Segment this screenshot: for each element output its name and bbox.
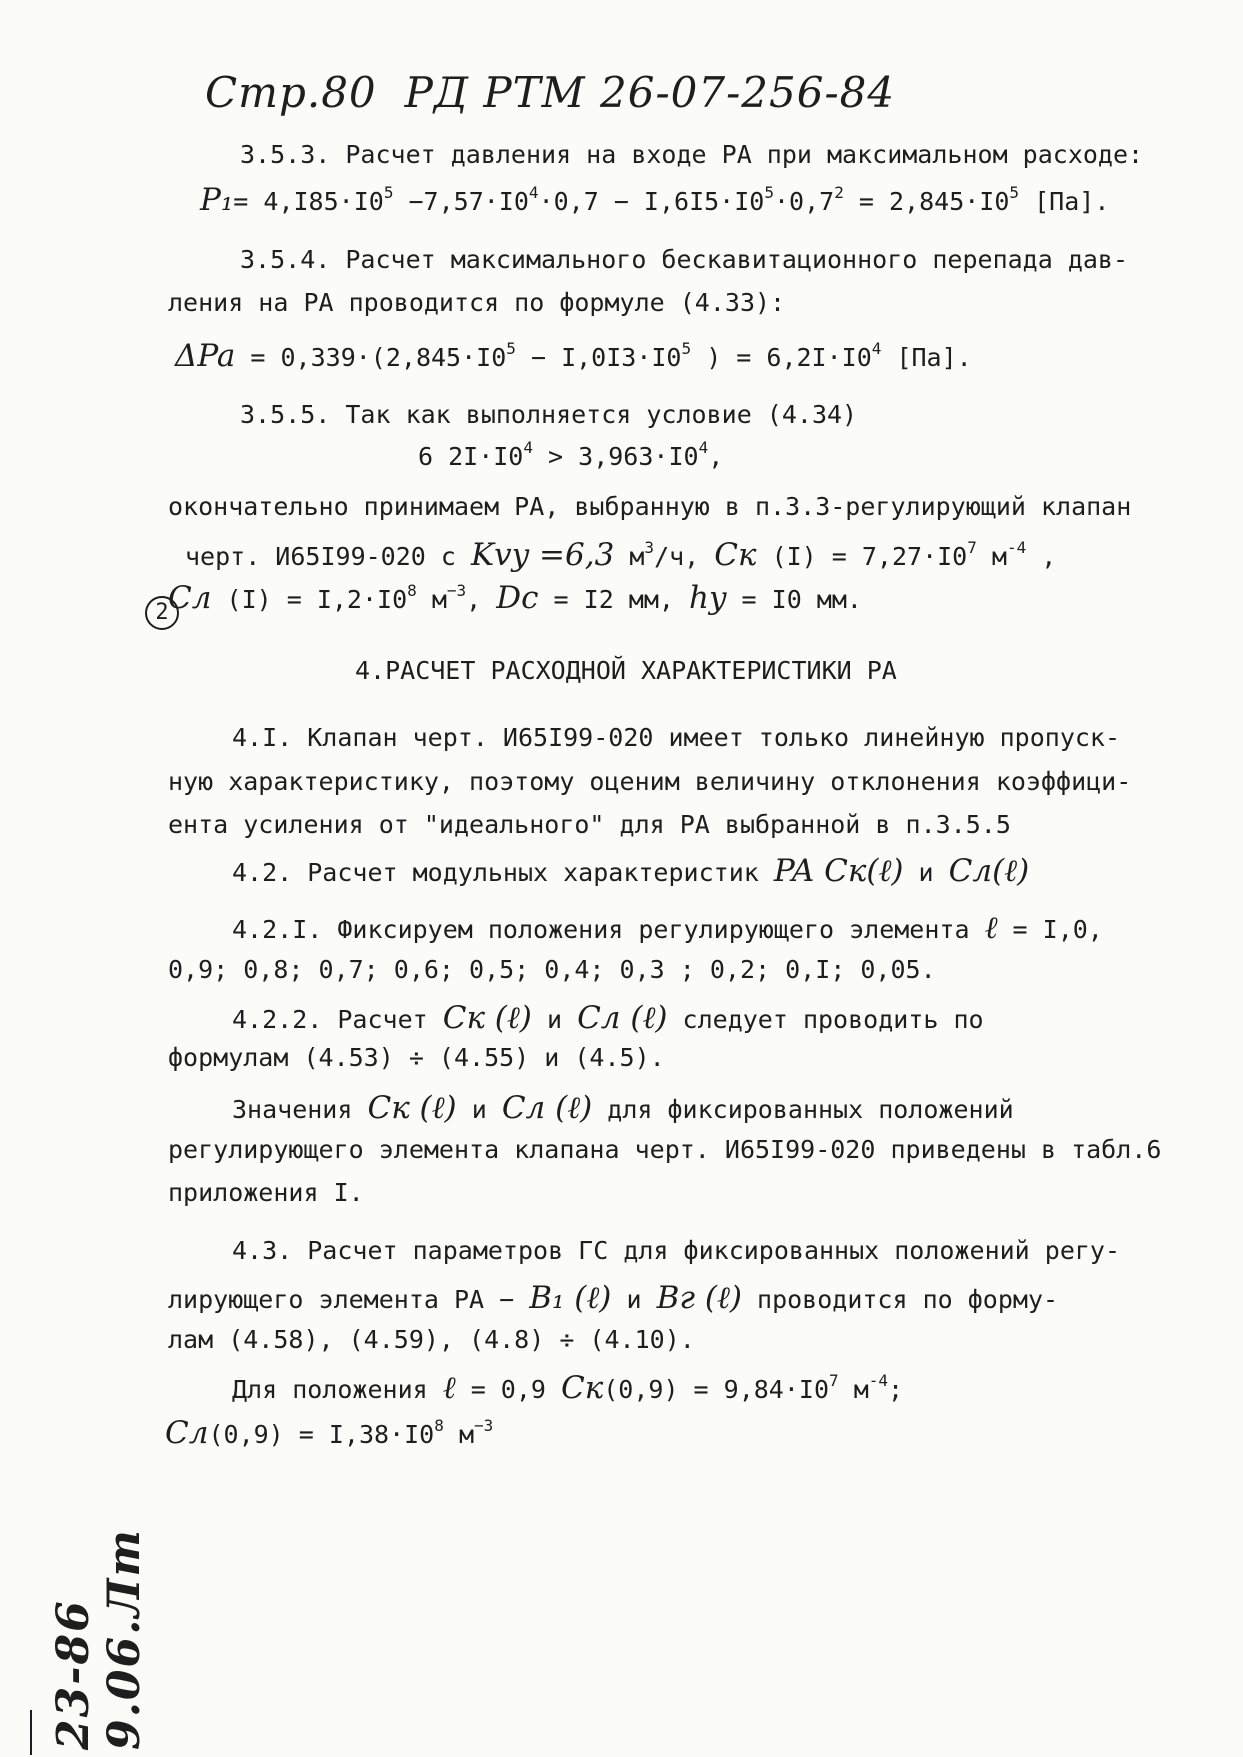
- position-line: Для положения ℓ = 0,9 $Cк(0,9) = 9,84\cdot I0^7$ $м^{-4}$;: [232, 1370, 904, 1406]
- section-3-5-5: 3.5.5. Так как выполняется условие (4.34): [240, 400, 858, 429]
- section-heading-4: 4.РАСЧЕТ РАСХОДНОЙ ХАРАКТЕРИСТИКИ РА: [355, 656, 897, 685]
- valve-params-line-2: Cл $(I) = I,2\cdot I0^8$ $м^{-3}$, Dc = I2 мм, hy = I0 мм.: [168, 580, 862, 616]
- section-4-1: 4.I. Клапан черт. И65I99-020 имеет только линейную пропуск-: [232, 723, 1121, 752]
- text-line: окончательно принимаем РА, выбранную в п.3.3-регулирующий клапан: [168, 492, 1132, 521]
- page-header: [205, 68, 895, 117]
- formula-p1: $P_1= 4,I85\cdot I0^5 -7,57\cdot I0^4\cdot 0,7 - I,6I5\cdot I0^5\cdot 0,7^2 = 2,845\cdot I0^5$ [Па].: [200, 182, 1110, 218]
- circled-number: 2: [145, 596, 179, 630]
- section-4-3-cont: лирующего элемента РА − B₁ (ℓ) и Bг (ℓ) проводится по форму-: [168, 1280, 1059, 1316]
- valve-params-line: черт. И65I99-020 с Kvy =6,3 $м^3/ч$, Cк $(I) = 7,27\cdot I0^7$ $м^{-4}$ ,: [185, 537, 1057, 573]
- text-line: ента усиления от "идеального" для РА выбранной в п.3.5.5: [168, 810, 1011, 839]
- page-number: Стр.80: [205, 68, 377, 117]
- text-line: формулам (4.53) ÷ (4.55) и (4.5).: [168, 1043, 665, 1072]
- text-line: приложения I.: [168, 1178, 364, 1207]
- text-line: ную характеристику, поэтому оценим величину отклонения коэффици-: [168, 767, 1132, 796]
- section-4-2: 4.2. Расчет модульных характеристик PA Cк(ℓ) и Cл(ℓ): [232, 853, 1030, 889]
- formula-delta-p: $\Delta Pa = 0,339\cdot(2,845\cdot I0^5 - I,0I3\cdot I0^5$ ) = $6,2I\cdot I0^4$ [Па].: [175, 338, 972, 374]
- section-3-5-4: 3.5.4. Расчет максимального бескавитационного перепада дав-: [240, 245, 1129, 274]
- section-3-5-3: 3.5.3. Расчет давления на входе РА при максимальном расходе:: [240, 140, 1144, 169]
- position-line-2: $Cл(0,9) = I,38\cdot I0^8$ $м^{-3}$: [165, 1415, 494, 1451]
- text-line: регулирующего элемента клапана черт. И65I99-020 приведены в табл.6: [168, 1135, 1162, 1164]
- section-4-2-2: 4.2.2. Расчет Cк (ℓ) и Cл (ℓ) следует проводить по: [232, 1000, 984, 1036]
- section-4-2-1: 4.2.I. Фиксируем положения регулирующего элемента ℓ = I,0,: [232, 910, 1103, 946]
- section-4-3: 4.3. Расчет параметров ГС для фиксированных положений регу-: [232, 1236, 1121, 1265]
- text-line: 0,9; 0,8; 0,7; 0,6; 0,5; 0,4; 0,3 ; 0,2; 0,I; 0,05.: [168, 955, 936, 984]
- values-line: Значения Cк (ℓ) и Cл (ℓ) для фиксированных положений: [232, 1090, 1014, 1126]
- margin-mark: [30, 1710, 32, 1755]
- margin-handwritten-note: 23-86 9.06.Лт: [48, 1528, 150, 1750]
- formula-condition: 6 $2I\cdot I0^4 > 3,963\cdot I0^4$,: [418, 438, 724, 471]
- document-code: РД РТМ 26-07-256-84: [404, 68, 896, 117]
- text-line: лам (4.58), (4.59), (4.8) ÷ (4.10).: [168, 1325, 695, 1354]
- text-line: ления на РА проводится по формуле (4.33):: [168, 288, 786, 317]
